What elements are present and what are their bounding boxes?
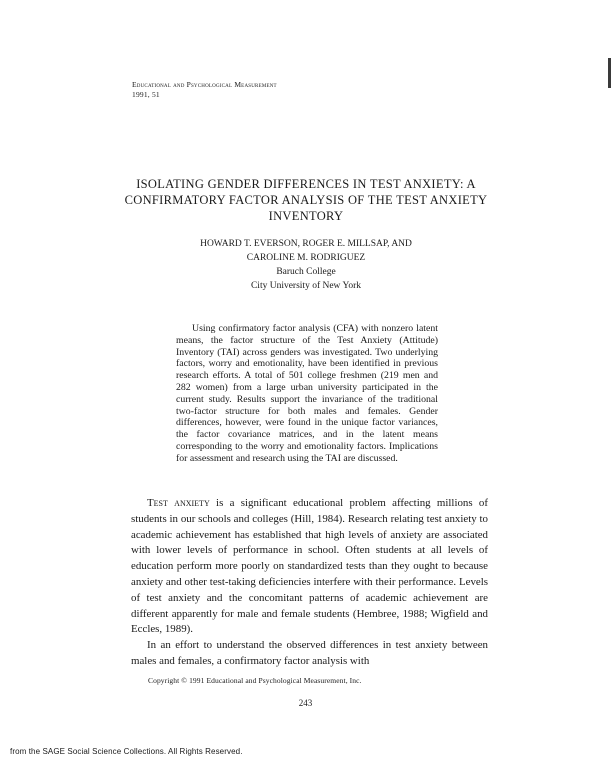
author-university: City University of New York	[250, 281, 362, 291]
paragraph-1-text: is a significant educational problem affecting millions of students in our schools and colleges (Hill, 1984). Research relating test anxiety to academic achievement has established that high levels of anxiety are associated with lower levels of performance in school. Often students at all levels of education perform more poorly on standardized tests than they ought to because anxiety and other test-taking deficiencies interfere with their performance. Levels of test anxiety and the concomitant patterns of academic achievement are different apparently for male and female students (Hembree, 1988; Wigfield and Eccles, 1989).	[131, 497, 488, 636]
abstract: Using confirmatory factor analysis (CFA) with nonzero latent means, the factor structure of the Test Anxiety (Attitude) Inventory (TAI) across genders was investigated. Two underlying factors, worry and emotionality, have been identified in previous research efforts. A total of 501 college freshmen (219 men and 282 women) from a large urban university participated in the current study. Results support the invariance of the traditional two-factor structure for both males and females. Gender differences, however, were found in the unique factor variances, the factor covariance matrices, and in the latent means corresponding to the worry and emotionality factors. Implications for assessment and research using the TAI are discussed.	[176, 323, 438, 464]
journal-year-volume: 1991, 51	[132, 90, 160, 99]
author-names-line-1: HOWARD T. EVERSON, ROGER E. MILLSAP, AND	[200, 239, 412, 249]
body-paragraph-2: In an effort to understand the observed differences in test anxiety between males and females, a confirmatory factor analysis with	[131, 639, 488, 667]
body-paragraph-1	[131, 496, 488, 638]
download-footer: from the SAGE Social Science Collections. All Rights Reserved.	[10, 747, 243, 756]
paragraph-lead-in: Test anxiety	[147, 497, 210, 509]
author-block	[100, 237, 512, 293]
author-institution: Baruch College	[276, 267, 336, 277]
copyright-notice: Copyright © 1991 Educational and Psychological Measurement, Inc.	[148, 676, 362, 685]
body-text	[131, 496, 488, 670]
article-title: ISOLATING GENDER DIFFERENCES IN TEST ANXIETY: A CONFIRMATORY FACTOR ANALYSIS OF THE TEST ANXIETY INVENTORY	[124, 177, 488, 223]
author-names-line-2: CAROLINE M. RODRIGUEZ	[246, 253, 366, 263]
page-number: 243	[298, 698, 313, 708]
journal-header	[132, 80, 277, 100]
journal-name: Educational and Psychological Measurement	[132, 80, 277, 89]
